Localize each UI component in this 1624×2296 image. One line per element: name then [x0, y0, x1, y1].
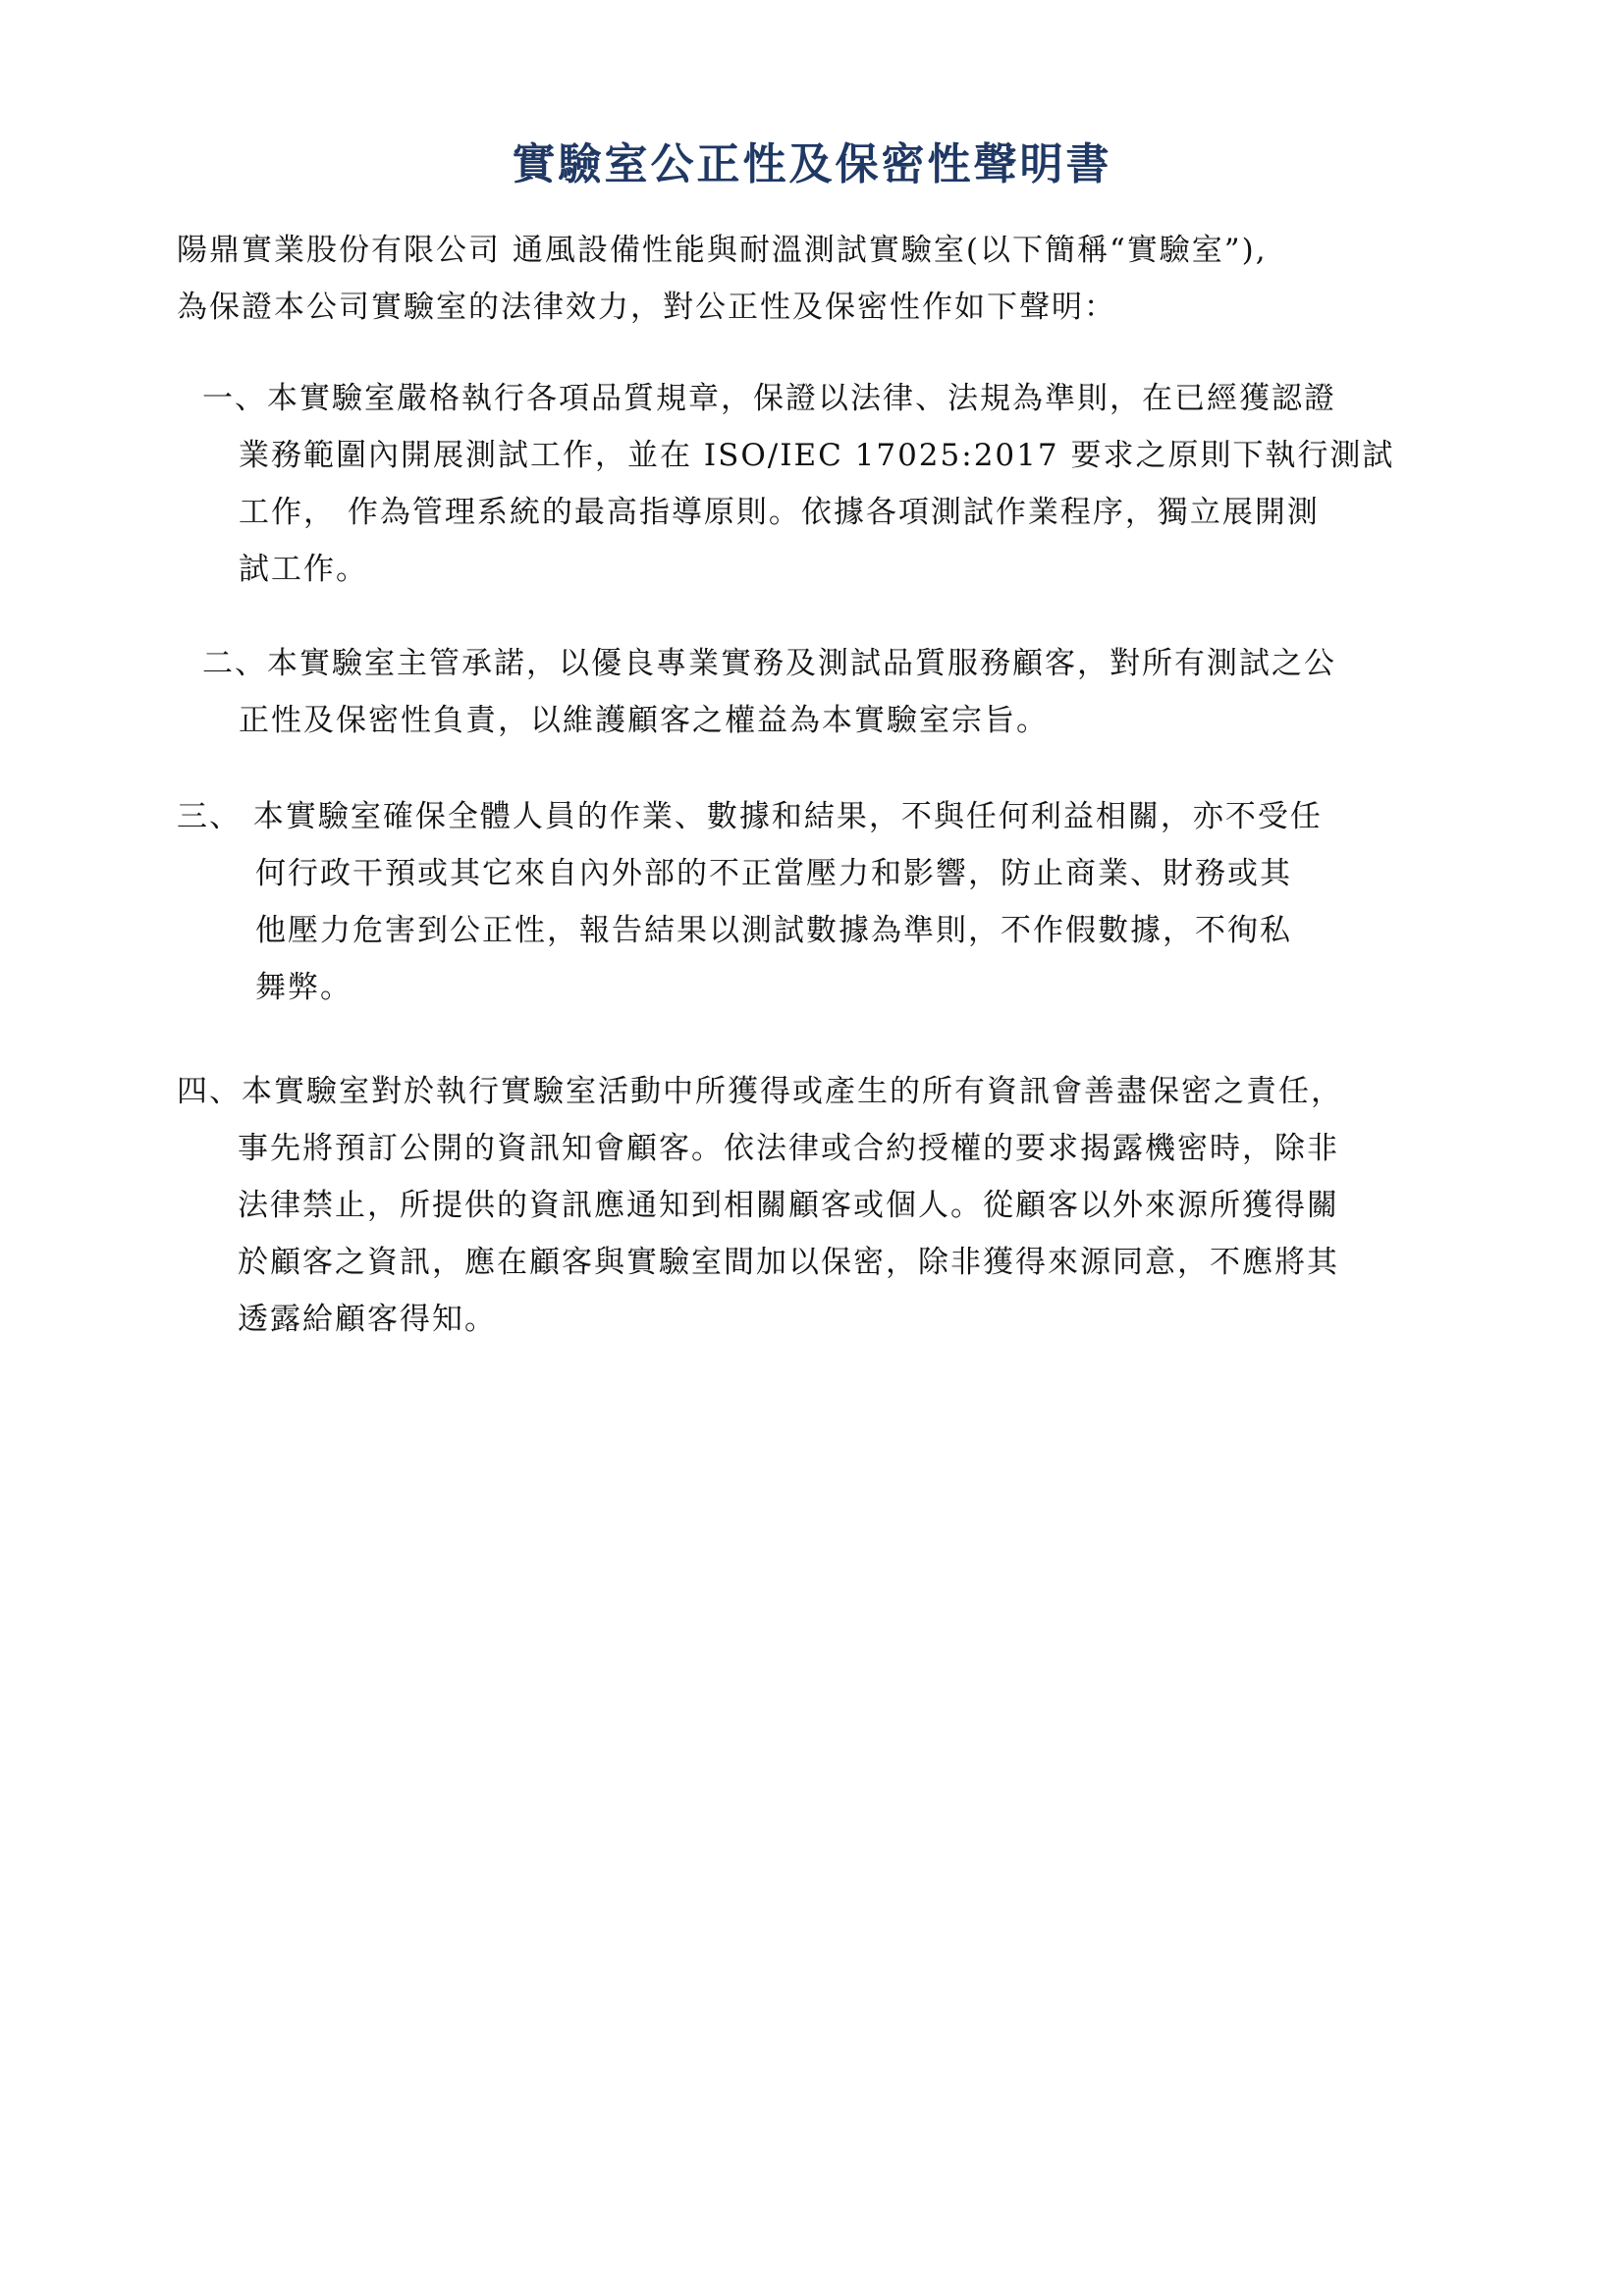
- clause-4: [177, 1063, 1343, 1348]
- clause-marker: 三、: [177, 799, 253, 834]
- intro-paragraph: [177, 222, 1453, 336]
- document-title: 實驗室公正性及保密性聲明書: [512, 139, 1112, 189]
- clause-line: 本實驗室嚴格執行各項品質規章，保證以法律、法規為準則，在已經獲認證: [267, 381, 1336, 416]
- intro-line: 陽鼎實業股份有限公司 通風設備性能與耐溫測試實驗室(以下簡稱“實驗室”),: [177, 233, 1268, 268]
- clause-line: 舞弊。: [255, 970, 352, 1005]
- clause-line: 本實驗室確保全體人員的作業、數據和結果，不與任何利益相關，亦不受任: [252, 799, 1323, 834]
- intro-line: 為保證本公司實驗室的法律效力，對公正性及保密性作如下聲明：: [177, 290, 1116, 325]
- clause-line: 於顧客之資訊，應在顧客與實驗室間加以保密，除非獲得來源同意，不應將其: [238, 1245, 1339, 1280]
- clause-marker: 二、: [202, 646, 267, 681]
- clause-line: 事先將預訂公開的資訊知會顧客。依法律或合約授權的要求揭露機密時，除非: [238, 1131, 1339, 1166]
- clause-line: 正性及保密性負責，以維護顧客之權益為本實驗室宗旨。: [239, 703, 1049, 738]
- clause-line: 何行政干預或其它來自內外部的不正當壓力和影響，防止商業、財務或其: [255, 856, 1292, 891]
- clause-line: 法律禁止，所提供的資訊應通知到相關顧客或個人。從顧客以外來源所獲得關: [238, 1188, 1339, 1223]
- clause-2: [202, 635, 1336, 749]
- clause-line: 透露給顧客得知。: [238, 1302, 497, 1337]
- clause-3: [177, 788, 1323, 1016]
- clause-marker: 一、: [202, 381, 267, 416]
- clause-line: 他壓力危害到公正性，報告結果以測試數據為準則，不作假數據，不徇私: [255, 913, 1292, 948]
- clause-line: 工作， 作為管理系統的最高指導原則。依據各項測試作業程序，獨立展開測: [239, 495, 1320, 530]
- clause-line: 本實驗室主管承諾，以優良專業實務及測試品質服務顧客，對所有測試之公: [267, 646, 1336, 681]
- clause-1: [202, 370, 1394, 598]
- clause-line: 本實驗室對於執行實驗室活動中所獲得或產生的所有資訊會善盡保密之責任，: [242, 1074, 1343, 1109]
- clause-marker: 四、: [177, 1074, 242, 1109]
- clause-line: 試工作。: [239, 552, 368, 587]
- clause-line: 業務範圍內開展測試工作，並在 ISO/IEC 17025:2017 要求之原則下執行測試: [239, 438, 1395, 473]
